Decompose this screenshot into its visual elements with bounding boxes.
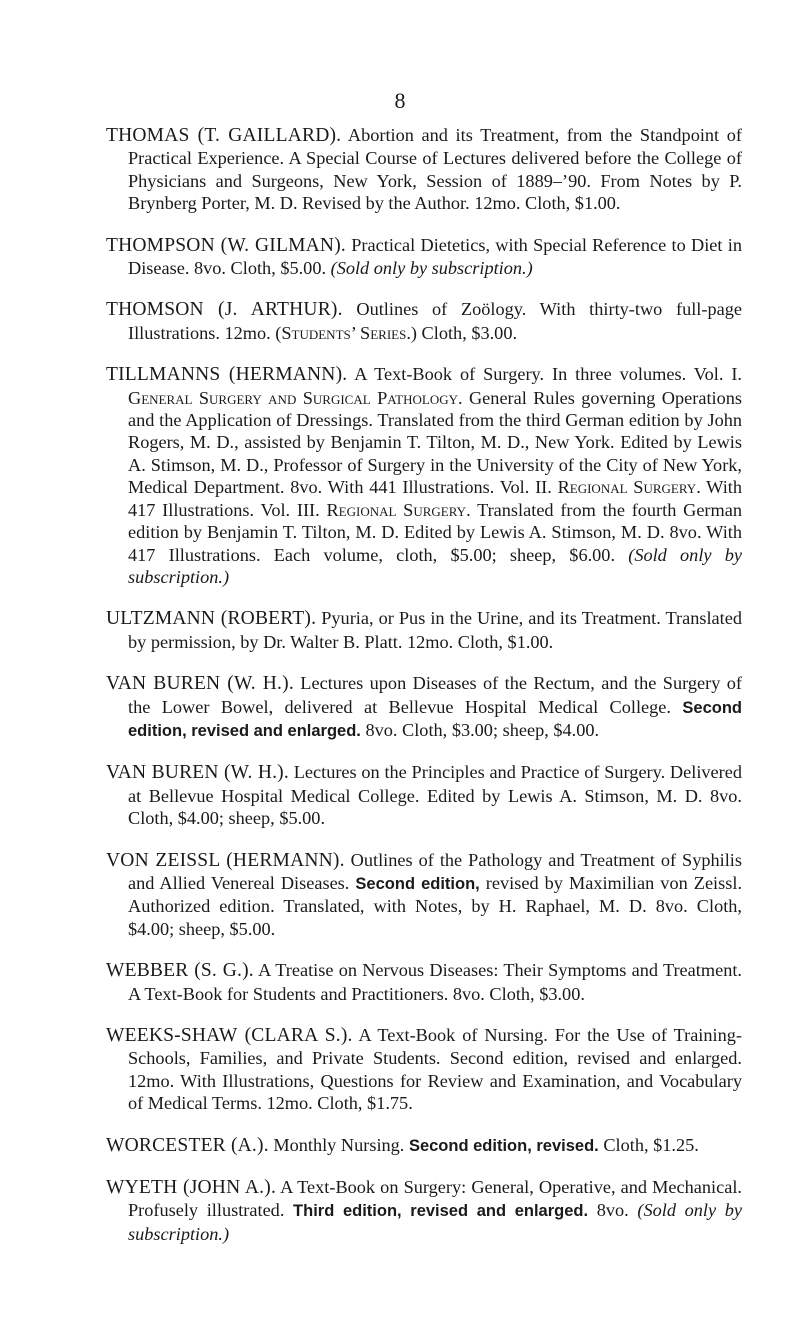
entry-note: (Sold only by subscription.) [128,1200,742,1244]
entry-description: A Text-Book of Surgery. In three volumes. Vol. I. [347,364,742,385]
catalog-entry [106,672,742,742]
entry-note: (Sold only by subscription.) [128,544,742,587]
entry-series: General Surgery and Surgical Pathology [128,387,459,408]
entry-description: Outlines of Zoölogy. With thirty-two full-page Illustrations. 12mo. ( [128,299,742,343]
catalog-entry [106,298,742,344]
catalog-entry [106,1134,742,1157]
entry-description: A Text-Book of Nursing. For the Use of Training-Schools, Families, and Private Students. Second edition, revised and enlarged. 12mo. With Illustrations, Questions for Review and Examination, and Vocabulary of Medical Terms. 12mo. Cloth, $1.75. [128,1025,742,1114]
entry-description: . Translated from the fourth German edition by Benjamin T. Tilton, M. D. Edited by Lewis A. Stimson, M. D. 8vo. With 417 Illustrations. Each volume, cloth, $5.00; sheep, $6.00. [128,499,742,565]
entry-author-heading: WYETH (JOHN A.). [106,1177,277,1199]
entry-author-heading: WEBBER (S. G.). [106,960,254,982]
entry-author-heading: VON ZEISSL (HERMANN). [106,849,345,871]
entry-note: (Sold only by subscription.) [330,258,533,279]
entry-edition: Second edition, [355,874,480,893]
catalog-entry [106,959,742,1005]
entry-author-heading: VAN BUREN (W. H.). [106,762,289,784]
entry-author-heading: VAN BUREN (W. H.). [106,673,294,695]
catalog-entry [106,234,742,280]
entry-description: Practical Dietetics, with Special Reference to Diet in Disease. 8vo. Cloth, $5.00. [128,234,742,279]
page-number: 8 [394,88,406,113]
catalog-entry [106,607,742,653]
entry-series: Students’ Series [281,322,407,343]
entry-author-heading: TILLMANNS (HERMANN). [106,364,348,386]
catalog-entry [106,761,742,829]
catalog-entry [106,1176,742,1245]
entry-description: revised by Maximilian von Zeissl. Authorized edition. Translated, with Notes, by H. Raphael, M. D. 8vo. Cloth, $4.00; sheep, $5.00. [128,872,743,939]
entry-description: Outlines of the Pathology and Treatment of Syphilis and Allied Venereal Diseases. [128,849,742,893]
entry-description: Lectures on the Principles and Practice of Surgery. Delivered at Bellevue Hospital Medical College. Edited by Lewis A. Stimson, M. D. 8vo. Cloth, $4.00; sheep, $5.00. [128,762,743,829]
catalog-entry [106,849,742,941]
entry-description: . With 417 Illustrations. Vol. III. [128,477,742,520]
entry-series: Regional Surgery [557,477,697,498]
entry-series: Regional Surgery [326,499,467,520]
entry-author-heading: WEEKS-SHAW (CLARA S.). [106,1025,353,1046]
entry-author-heading: ULTZMANN (ROBERT). [106,608,317,630]
entry-description: Lectures upon Diseases of the Rectum, and the Surgery of the Lower Bowel, delivered at Bellevue Hospital Medical College. [128,673,742,717]
catalog-entry [106,1024,742,1115]
entry-description: Monthly Nursing. [268,1134,409,1155]
entry-description: A Treatise on Nervous Diseases: Their Symptoms and Treatment. A Text-Book for Students and Practitioners. 8vo. Cloth, $3.00. [128,960,742,1004]
entry-description: Pyuria, or Pus in the Urine, and its Treatment. Translated by permission, by Dr. Walter B. Platt. 12mo. Cloth, $1.00. [128,608,742,652]
entry-author-heading: WORCESTER (A.). [106,1134,269,1156]
catalog-entry [106,363,742,588]
entry-description: .) Cloth, $3.00. [406,322,518,343]
entry-edition: Second edition, revised. [408,1136,599,1155]
entry-description: 8vo. Cloth, $3.00; sheep, $4.00. [360,719,600,740]
entry-description: Cloth, $1.25. [598,1134,699,1155]
catalog-entry [106,124,742,215]
entry-description: Abortion and its Treatment, from the Standpoint of Practical Experience. A Special Course of Lectures delivered before the College of Physicians and Surgeons, New York, Session of 1889–’90. From Notes by P. Brynberg Porter, M. D. Revised by the Author. 12mo. Cloth, $1.00. [128,125,742,214]
entry-description: . General Rules governing Operations and the Application of Dressings. Translated from the third German edition by John Rogers, M. D., assisted by Benjamin T. Tilton, M. D., New York. Edited by Lewis A. Stimson, M. D., Professor of Surgery in the University of the City of New York, Medical Department. 8vo. With 441 Illustrations. Vol. II. [128,387,743,498]
entry-description: 8vo. [588,1200,638,1221]
entry-description: A Text-Book on Surgery: General, Operative, and Mechanical. Profusely illustrated. [128,1177,743,1221]
entry-edition: Third edition, revised and enlarged. [293,1202,589,1221]
entry-author-heading: THOMAS (T. GAILLARD). [106,125,342,146]
catalog-entries [106,124,742,1264]
entry-edition: Second edition, revised and enlarged. [128,698,742,740]
entry-author-heading: THOMSON (J. ARTHUR). [106,299,343,321]
entry-author-heading: THOMPSON (W. GILMAN). [106,234,346,256]
